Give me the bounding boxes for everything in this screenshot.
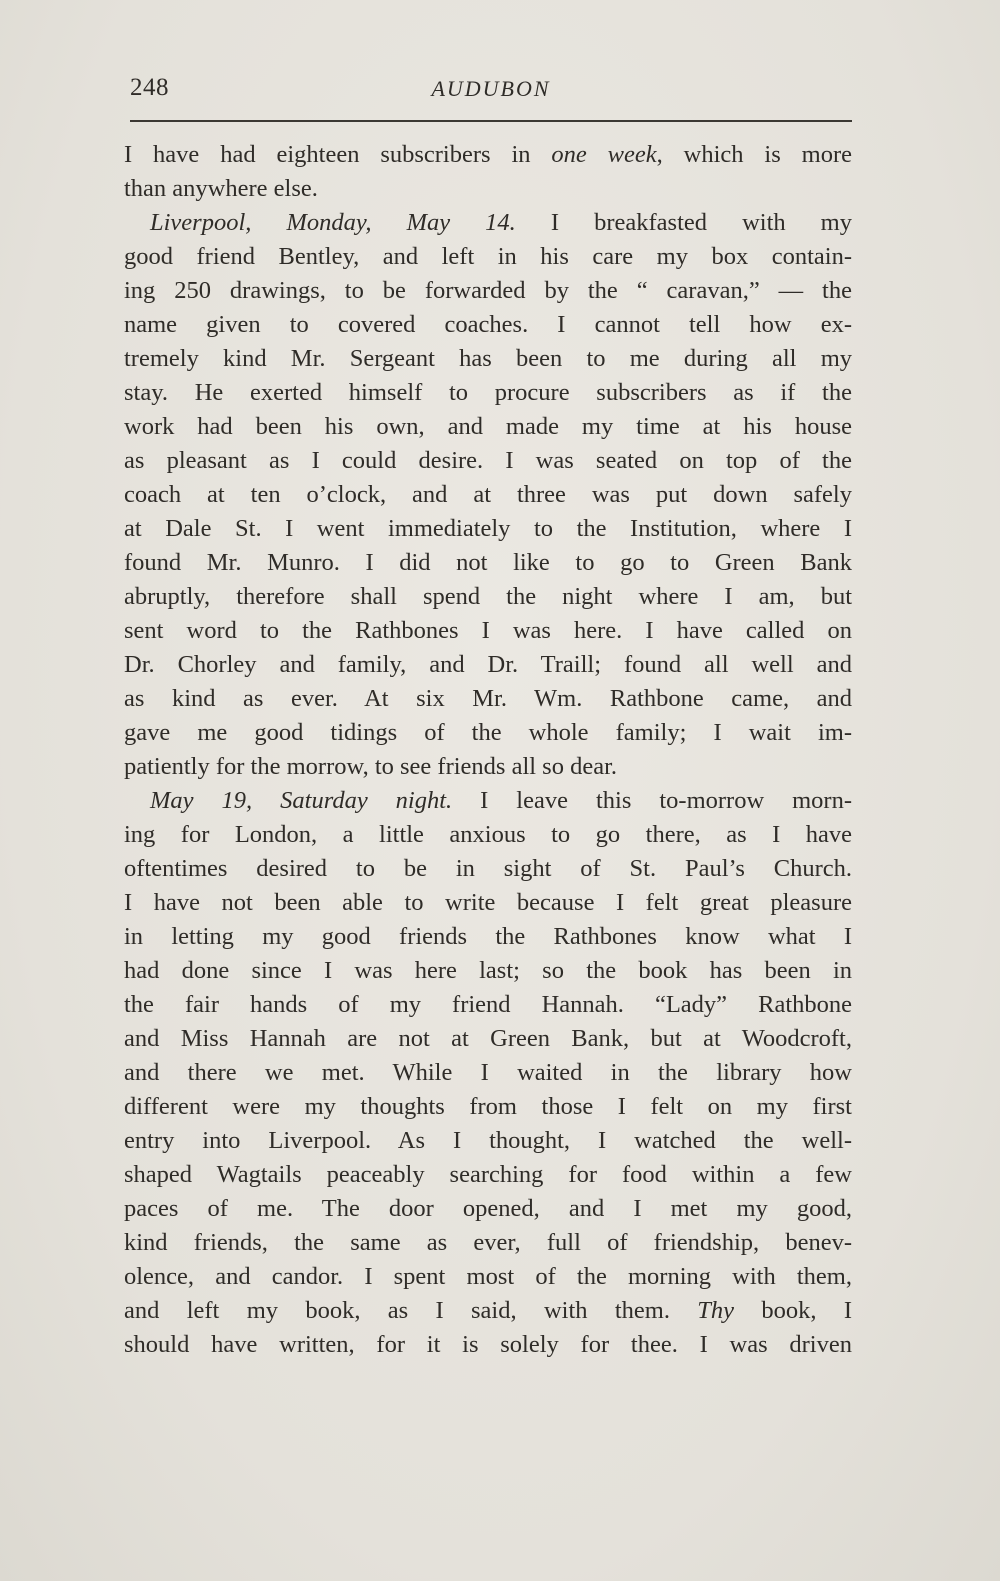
text-line bbox=[124, 920, 852, 954]
text-segment: I breakfasted with my bbox=[515, 209, 852, 236]
text-line bbox=[124, 1294, 852, 1328]
text-line bbox=[124, 1022, 852, 1056]
text-segment: different were my thoughts from those I felt on my first bbox=[124, 1093, 852, 1120]
text-segment: I have had eighteen subscribers in bbox=[124, 141, 552, 168]
text-line bbox=[124, 240, 852, 274]
text-line bbox=[124, 1192, 852, 1226]
text-segment: good friend Bentley, and left in his care my box contain- bbox=[124, 243, 852, 270]
text-segment: olence, and candor. I spent most of the morning with them, bbox=[124, 1263, 852, 1290]
text-segment: at Dale St. I went immediately to the Institution, where I bbox=[124, 515, 852, 542]
body-text bbox=[124, 138, 852, 1362]
text-line bbox=[124, 852, 852, 886]
text-segment: kind friends, the same as ever, full of friendship, benev- bbox=[124, 1229, 852, 1256]
text-line bbox=[124, 410, 852, 444]
text-line bbox=[124, 342, 852, 376]
italic-text: May 19, Saturday night. bbox=[150, 787, 453, 814]
text-line bbox=[124, 512, 852, 546]
italic-text: one week bbox=[551, 141, 657, 168]
text-line bbox=[124, 478, 852, 512]
text-segment: Dr. Chorley and family, and Dr. Traill; found all well and bbox=[124, 651, 852, 678]
text-segment: ing for London, a little anxious to go there, as I have bbox=[124, 821, 852, 848]
text-segment: found Mr. Munro. I did not like to go to Green Bank bbox=[124, 549, 852, 576]
text-segment: abruptly, therefore shall spend the night where I am, but bbox=[124, 583, 852, 610]
text-segment: oftentimes desired to be in sight of St. Paul’s Church. bbox=[124, 855, 852, 882]
text-line bbox=[124, 716, 852, 750]
text-segment: shaped Wagtails peaceably searching for food within a few bbox=[124, 1161, 852, 1188]
text-segment: should have written, for it is solely for thee. I was driven bbox=[124, 1331, 852, 1358]
text-line bbox=[124, 954, 852, 988]
text-line bbox=[124, 1328, 852, 1362]
text-segment: entry into Liverpool. As I thought, I watched the well- bbox=[124, 1127, 852, 1154]
text-segment: book, I bbox=[734, 1297, 852, 1324]
text-segment: and left my book, as I said, with them. bbox=[124, 1297, 698, 1324]
text-segment: tremely kind Mr. Sergeant has been to me during all my bbox=[124, 345, 852, 372]
text-line bbox=[124, 682, 852, 716]
page-header bbox=[130, 70, 852, 110]
text-segment: gave me good tidings of the whole family; I wait im- bbox=[124, 719, 852, 746]
running-title: AUDUBON bbox=[431, 76, 551, 101]
page-number: 248 bbox=[130, 74, 169, 101]
text-segment: stay. He exerted himself to procure subscribers as if the bbox=[124, 379, 852, 406]
text-segment: paces of me. The door opened, and I met my good, bbox=[124, 1195, 852, 1222]
text-line bbox=[124, 1124, 852, 1158]
text-segment: work had been his own, and made my time at his house bbox=[124, 413, 852, 440]
text-segment: sent word to the Rathbones I was here. I have called on bbox=[124, 617, 852, 644]
italic-text: Thy bbox=[697, 1297, 735, 1324]
text-segment: , which is more bbox=[656, 141, 852, 168]
text-segment: and there we met. While I waited in the library how bbox=[124, 1059, 852, 1086]
text-line bbox=[124, 376, 852, 410]
text-line bbox=[124, 138, 852, 172]
text-line bbox=[124, 818, 852, 852]
text-line bbox=[124, 1056, 852, 1090]
text-line bbox=[124, 784, 852, 818]
text-segment: I leave this to-morrow morn- bbox=[452, 787, 852, 814]
text-line bbox=[124, 1158, 852, 1192]
text-line bbox=[124, 274, 852, 308]
text-segment: as pleasant as I could desire. I was seated on top of the bbox=[124, 447, 852, 474]
text-segment: in letting my good friends the Rathbones know what I bbox=[124, 923, 852, 950]
text-line bbox=[124, 886, 852, 920]
text-segment: coach at ten o’clock, and at three was put down safely bbox=[124, 481, 852, 508]
text-segment: the fair hands of my friend Hannah. “Lady” Rathbone bbox=[124, 991, 852, 1018]
text-segment: as kind as ever. At six Mr. Wm. Rathbone came, and bbox=[124, 685, 852, 712]
text-segment: I have not been able to write because I felt great pleasure bbox=[124, 889, 852, 916]
text-segment: had done since I was here last; so the book has been in bbox=[124, 957, 852, 984]
text-line bbox=[124, 206, 852, 240]
italic-text: Liverpool, Monday, May 14. bbox=[150, 209, 516, 236]
header-rule bbox=[130, 120, 852, 122]
text-line bbox=[124, 648, 852, 682]
text-line bbox=[124, 546, 852, 580]
text-segment: name given to covered coaches. I cannot tell how ex- bbox=[124, 311, 852, 338]
text-line bbox=[124, 172, 852, 206]
text-line bbox=[124, 750, 852, 784]
text-line bbox=[124, 1260, 852, 1294]
text-line bbox=[124, 308, 852, 342]
text-line bbox=[124, 1090, 852, 1124]
text-line bbox=[124, 988, 852, 1022]
text-segment: than anywhere else. bbox=[124, 175, 318, 202]
text-segment: patiently for the morrow, to see friends all so dear. bbox=[124, 753, 618, 780]
text-line bbox=[124, 444, 852, 478]
text-line bbox=[124, 580, 852, 614]
text-line bbox=[124, 1226, 852, 1260]
text-segment: and Miss Hannah are not at Green Bank, but at Woodcroft, bbox=[124, 1025, 852, 1052]
text-segment: ing 250 drawings, to be forwarded by the “ caravan,” — the bbox=[124, 277, 852, 304]
text-line bbox=[124, 614, 852, 648]
